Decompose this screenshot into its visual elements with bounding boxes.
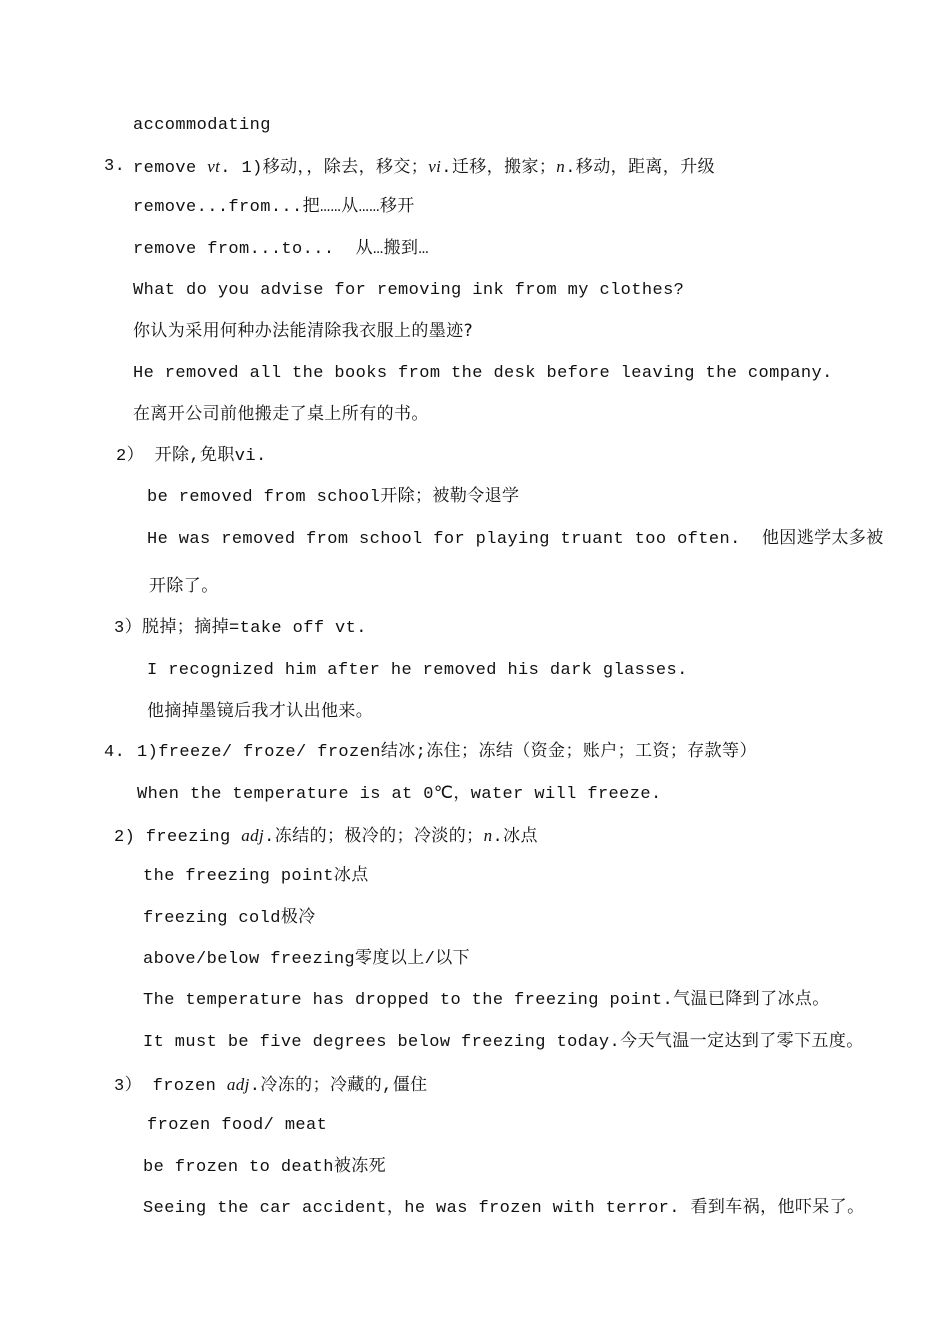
text-line: 3） frozen adj.冷冻的；冷藏的,僵住 [114,1075,428,1096]
text-line: remove from...to... 从…搬到… [133,240,430,259]
text-line: 开除了。 [149,576,219,596]
item-number: 4. [104,743,126,762]
text-line: 在离开公司前他搬走了桌上所有的书。 [133,404,429,424]
text-line: remove vt. 1)移动，，除去，移交；vi.迁移，搬家；n.移动，距离，升级 [133,157,716,178]
text-line: above/below freezing零度以上/以下 [143,950,471,969]
text-line: 3）脱掉；摘掉=take off vt. [114,619,367,638]
text-line: be frozen to death被冻死 [143,1158,387,1177]
text-line: frozen food/ meat [147,1116,328,1135]
text-line: When the temperature is at 0℃，water will freeze. [137,785,662,804]
text-line: I recognized him after he removed his dark glasses. [147,661,688,680]
text-line: 他摘掉墨镜后我才认出他来。 [147,701,374,721]
text-line: He removed all the books from the desk before leaving the company. [133,364,833,383]
text-line: Seeing the car accident，he was frozen with terror. 看到车祸，他吓呆了。 [143,1199,865,1218]
text-line: It must be five degrees below freezing today.今天气温一定达到了零下五度。 [143,1033,864,1052]
text-line: be removed from school开除；被勒令退学 [147,488,520,507]
item-number: 3. [104,157,126,176]
text-line: What do you advise for removing ink from my clothes? [133,281,685,300]
text-line: the freezing point冰点 [143,867,369,886]
text-line: accommodating [133,116,271,135]
text-line: 2) freezing adj.冻结的；极冷的；冷淡的；n.冰点 [114,826,538,847]
text-line: freezing cold极冷 [143,909,316,928]
text-line: 你认为采用何种办法能清除我衣服上的墨迹? [133,321,474,341]
text-line: remove...from...把……从……移开 [133,198,415,217]
text-line: 2） 开除,免职vi. [116,447,267,466]
text-line: The temperature has dropped to the freezing point.气温已降到了冰点。 [143,991,830,1010]
text-line: 1)freeze/ froze/ frozen结冰;冻住；冻结（资金；账户；工资；存款等） [137,743,757,762]
text-line: He was removed from school for playing truant too often. 他因逃学太多被 [147,530,884,549]
